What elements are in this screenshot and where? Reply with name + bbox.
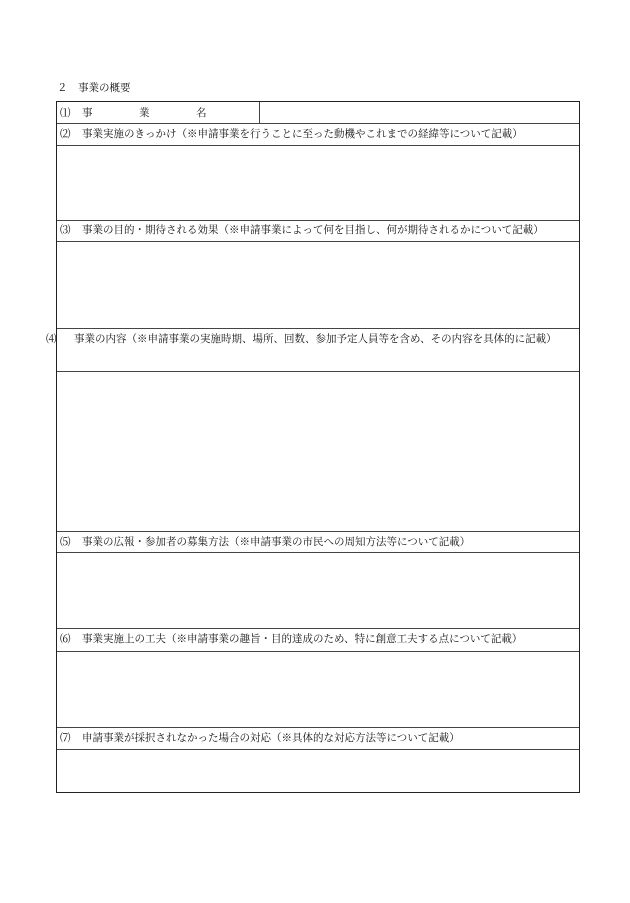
row-divider (57, 727, 579, 728)
item-7-answer-area[interactable] (57, 750, 579, 792)
item-5-number: ⑸ (60, 536, 71, 548)
item-3-label (60, 223, 576, 237)
item-3-answer-area[interactable] (57, 242, 579, 328)
item-4-number: ⑷ (46, 333, 57, 345)
item-7-number: ⑺ (60, 732, 71, 744)
item-4-text: 事業の内容（※申請事業の実施時期、場所、回数、参加予定人員等を含め、その内容を具体的に記載） (74, 333, 557, 345)
item-2-answer-area[interactable] (57, 146, 579, 220)
project-name-number: ⑴ (60, 107, 71, 119)
item-4-label (46, 331, 576, 348)
item-5-label (60, 535, 576, 549)
item-2-text: 事業実施のきっかけ（※申請事業を行うことに至った動機やこれまでの経緯等について記載） (82, 128, 523, 140)
item-5-text: 事業の広報・参加者の募集方法（※申請事業の市民への周知方法等について記載） (82, 536, 471, 548)
row-divider (57, 328, 579, 329)
item-7-text: 申請事業が採択されなかった場合の対応（※具体的な対応方法等について記載） (82, 732, 460, 744)
item-3-number: ⑶ (60, 224, 71, 236)
project-name-field[interactable] (260, 102, 579, 123)
row-divider (57, 220, 579, 221)
item-4-answer-area[interactable] (57, 372, 579, 531)
item-6-text: 事業実施上の工夫（※申請事業の趣旨・目的達成のため、特に創意工夫する点について記載） (82, 633, 523, 645)
project-overview-table (46, 101, 580, 793)
section-heading: ２ 事業の概要 (57, 82, 131, 94)
row-divider (57, 628, 579, 629)
row-divider (57, 123, 579, 124)
row-divider (57, 531, 579, 532)
item-2-label (60, 127, 576, 141)
item-5-answer-area[interactable] (57, 553, 579, 628)
project-name-label: 事 業 名 (82, 107, 225, 119)
project-name-label-cell (60, 106, 255, 120)
item-2-number: ⑵ (60, 128, 71, 140)
item-7-label (60, 731, 576, 745)
item-6-answer-area[interactable] (57, 652, 579, 727)
item-3-text: 事業の目的・期待される効果（※申請事業によって何を目指し、何が期待されるかについて記載） (82, 224, 544, 236)
item-6-number: ⑹ (60, 633, 71, 645)
item-6-label (60, 632, 576, 646)
